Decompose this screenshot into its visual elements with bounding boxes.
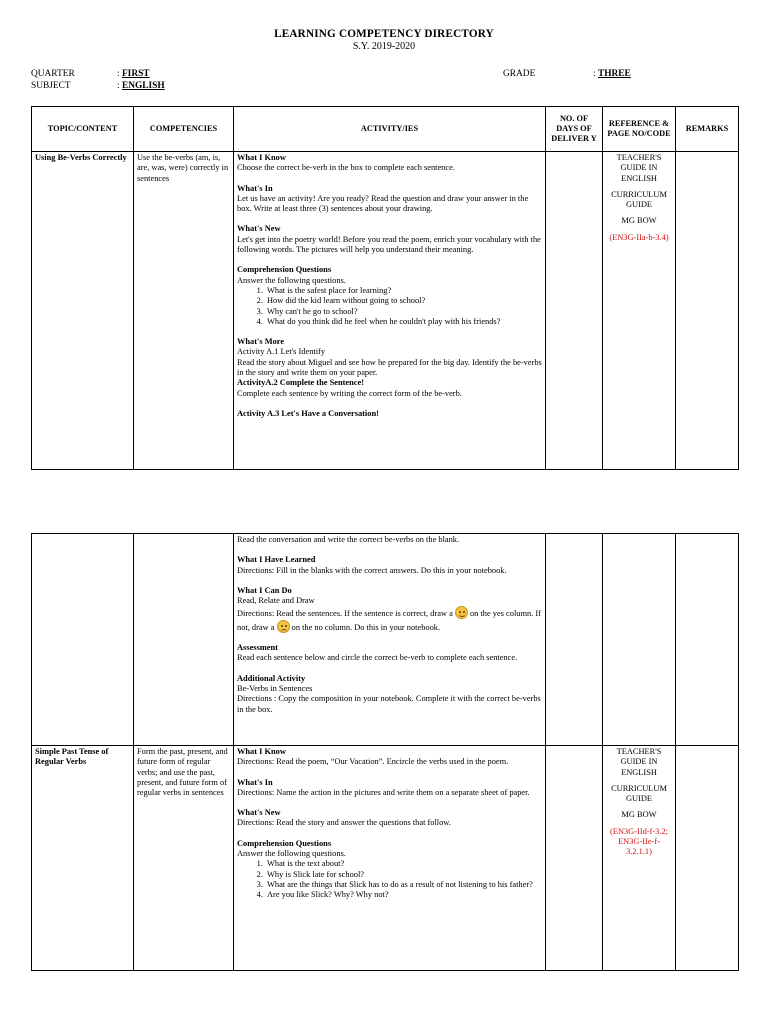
list-item: 2. How did the kid learn without going to school? [265,296,542,306]
competency-cell [134,534,234,746]
reference-cell: TEACHER'S GUIDE IN ENGLISH CURRICULUM GUIDE MG BOW (EN3G-IIa-b-3.4) [603,152,676,470]
col-topic: TOPIC/CONTENT [32,107,134,152]
subject-value: : ENGLISH [117,81,165,91]
reference-cell [603,534,676,746]
list-item: 2. Why is Slick late for school? [265,870,542,880]
table-row [32,746,739,971]
days-cell [546,534,603,746]
grade-value: : THREE [593,69,631,79]
col-competencies: COMPETENCIES [134,107,234,152]
activities-cell: Read the conversation and write the correct be-verbs on the blank. What I Have Learned Directions: Fill in the blanks with the correct answers. Do this in your notebook. What I Can Do Read, Relate and Draw Directions: Read the sentences. If the sentence is correct, draw a on the yes column. If not, draw a on the no column. Do this in your notebook. Assessment Read each sentence below and circle the correct be-verb to complete each sentence. Additional Activity Be-Verbs in Sentences Directions : Copy the composition in your notebook. Complete it with the correct be-verbs in the box. [234,534,546,746]
days-cell [546,746,603,971]
remarks-cell [676,152,739,470]
col-remarks: REMARKS [676,107,739,152]
quarter-label: QUARTER [31,69,75,79]
days-cell [546,152,603,470]
col-days: NO. OF DAYS OF DELIVER Y [546,107,603,152]
col-reference: REFERENCE & PAGE NO/CODE [603,107,676,152]
quarter-value: : FIRST [117,69,150,79]
table-row [32,534,739,746]
remarks-cell [676,746,739,971]
col-activities: ACTIVITY/IES [234,107,546,152]
competency-cell: Form the past, present, and future form of regular verbs; and use the past, present, and future form of regular verbs in sentences [134,746,234,971]
remarks-cell [676,534,739,746]
topic-cell: Simple Past Tense of Regular Verbs [32,746,134,971]
competency-cell: Use the be-verbs (am, is, are, was, were) correctly in sentences [134,152,234,470]
table-row [32,152,739,470]
reference-cell: TEACHER'S GUIDE IN ENGLISH CURRICULUM GUIDE MG BOW (EN3G-IId-f-3.2; EN3G-IIe-f-3.2.1.1) [603,746,676,971]
competency-table-page-2 [31,533,739,971]
activities-cell: What I Know Choose the correct be-verb in the box to complete each sentence. What's In Let us have an activity! Are you ready? Read the question and draw your answer in the box. Write at least three (3) sentences about your drawing. What's New Let's get into the poetry world! Before you read the poem, enrich your vocabulary with the following words. The pictures will help you understand their meaning. Comprehension Questions Answer the following questions. 1. What is the safest place for learning? 2. How did the kid learn without going to school? 3. Why can't he go to school? 4. What do you think did he feel when he couldn't play with his friends? What's More Activity A.1 Let's Identify Read the story about Miguel and see how he prepared for the big day. Identify the be-verbs in the story and write them on your paper. ActivityA.2 Complete the Sentence! Complete each sentence by writing the correct form of the be-verb. Activity A.3 Let's Have a Conversation! [234,152,546,470]
list-item: 3. What are the things that Slick has to do as a result of not listening to his father? [265,880,542,890]
list-item: 4. What do you think did he feel when he couldn't play with his friends? [265,317,542,327]
school-year: S.Y. 2019-2020 [352,41,416,52]
topic-cell [32,534,134,746]
document-title: LEARNING COMPETENCY DIRECTORY [274,28,494,40]
grade-label: GRADE [503,69,536,79]
sad-face-icon [277,620,290,633]
subject-label: SUBJECT [31,81,71,91]
topic-cell: Using Be-Verbs Correctly [32,152,134,470]
list-item: 3. Why can't he go to school? [265,307,542,317]
list-item: 4. Are you like Slick? Why? Why not? [265,890,542,900]
list-item: 1. What is the text about? [265,859,542,869]
competency-table-page-1 [31,106,739,470]
smiley-face-icon [455,606,468,619]
list-item: 1. What is the safest place for learning? [265,286,542,296]
activities-cell: What I Know Directions: Read the poem, “Our Vacation”. Encircle the verbs used in the poem. What's In Directions: Name the action in the pictures and write them on a separate sheet of paper. What's New Directions: Read the story and answer the questions that follow. Comprehension Questions Answer the following questions. 1. What is the text about? 2. Why is Slick late for school? 3. What are the things that Slick has to do as a result of not listening to his father? 4. Are you like Slick? Why? Why not? [234,746,546,971]
